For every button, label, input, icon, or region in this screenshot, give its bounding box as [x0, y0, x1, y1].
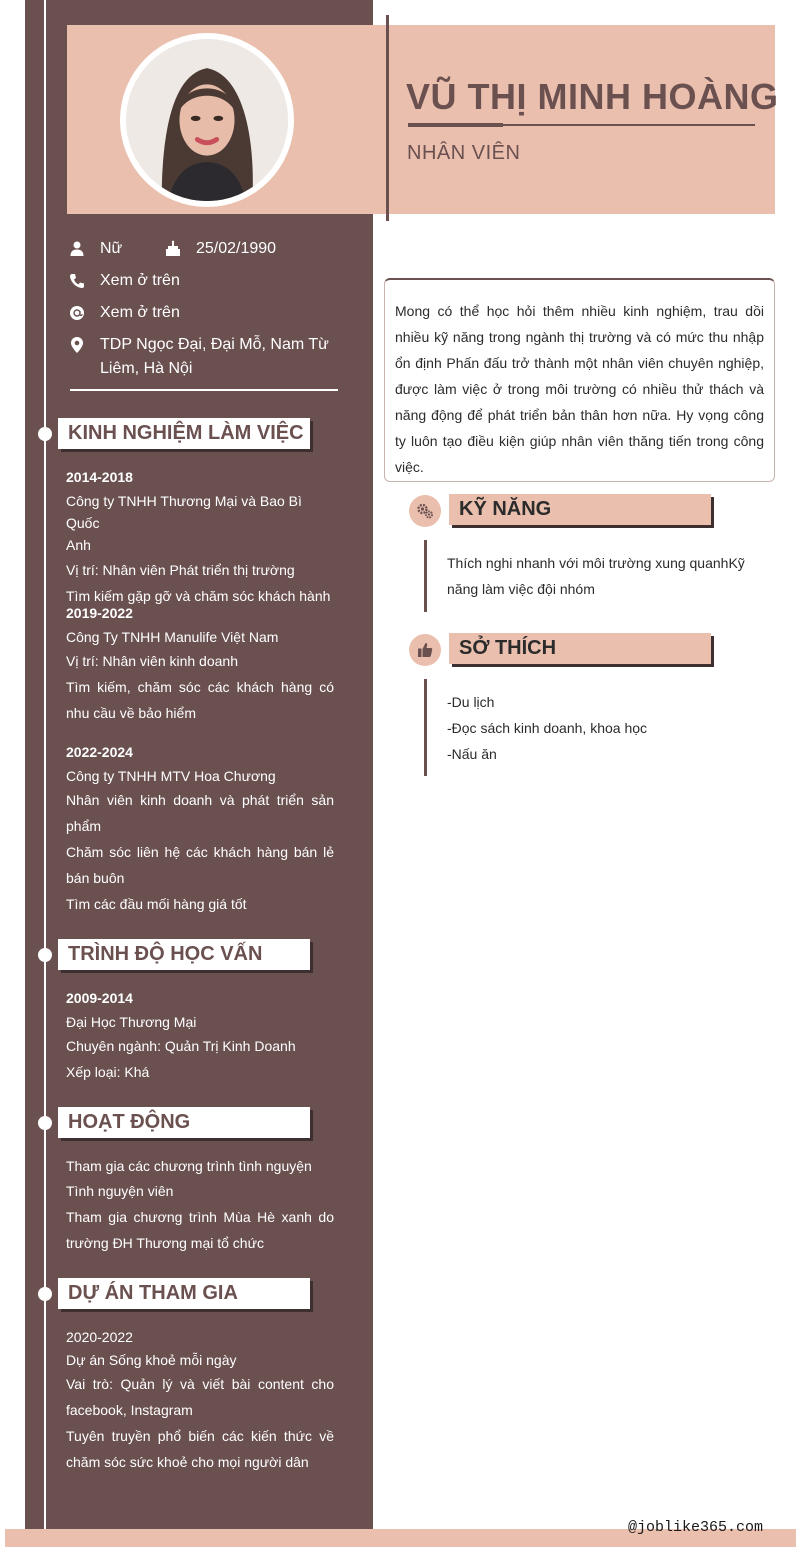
- address-row: [100, 333, 340, 381]
- experience-company: Công Ty TNHH Manulife Việt Nam: [66, 629, 279, 645]
- phone-value: Xem ở trên: [100, 272, 180, 289]
- skills-icon-badge: [409, 495, 441, 527]
- education-grade: Xếp loại: Khá: [66, 1064, 150, 1080]
- hobby-item: -Nấu ăn: [447, 746, 497, 762]
- experience-company: Công ty TNHH MTV Hoa Chương: [66, 768, 276, 784]
- education-heading: TRÌNH ĐỘ HỌC VẤN: [58, 939, 310, 970]
- email-value: Xem ở trên: [100, 304, 180, 321]
- footer-credit: @joblike365.com: [628, 1519, 764, 1536]
- experience-years: 2014-2018: [66, 469, 133, 485]
- phone-icon: [68, 272, 86, 290]
- timeline-dot: [38, 1287, 52, 1301]
- experience-line: Chăm sóc liên hệ các khách hàng bán lẻ bán buôn: [66, 844, 334, 886]
- experience-item-1: [66, 466, 334, 609]
- project-role: Vai trò: Quản lý và viết bài content cho facebook, Instagram: [66, 1376, 334, 1418]
- avatar-photo: [126, 39, 288, 201]
- project-years: 2020-2022: [66, 1329, 133, 1345]
- experience-years: 2019-2022: [66, 605, 133, 621]
- cake-icon: [164, 240, 182, 258]
- timeline-dot: [38, 427, 52, 441]
- email-icon: [68, 304, 86, 322]
- birthday-value: 25/02/1990: [196, 240, 277, 257]
- experience-line: Tìm kiếm gặp gỡ và chăm sóc khách hành: [66, 588, 331, 604]
- experience-company-cont: Anh: [66, 537, 91, 553]
- gender-value: Nữ: [100, 240, 123, 257]
- hobby-item: -Du lịch: [447, 694, 495, 710]
- experience-company: Công ty TNHH Thương Mại và Bao Bì Quốc: [66, 493, 302, 531]
- user-icon: [68, 240, 86, 258]
- experience-years: 2022-2024: [66, 744, 133, 760]
- timeline-line: [44, 0, 46, 1547]
- experience-line: Nhân viên kinh doanh và phát triển sản phẩm: [66, 792, 334, 834]
- email-row: [100, 301, 180, 325]
- name-underline-accent: [408, 123, 503, 127]
- hobbies-bar: [424, 679, 427, 776]
- candidate-name: VŨ THỊ MINH HOÀNG: [406, 76, 779, 117]
- thumbs-up-icon: [416, 641, 434, 659]
- header-divider: [386, 15, 389, 221]
- experience-line: Vị trí: Nhân viên Phát triển thị trường: [66, 562, 295, 578]
- avatar: [120, 33, 294, 207]
- hobbies-list: [447, 689, 777, 767]
- objective-text: Mong có thể học hỏi thêm nhiều kinh nghiệm, trau dồi nhiều kỹ năng trong ngành thị trường và có mức thu nhập ổn định Phấn đấu trở thành một nhân viên chuyên nghiệp, được làm việc ở trong môi trường có nhiều thử thách và năng động để phát triển bản thân hơn nữa. Hy vọng công ty luôn tạo điều kiện giúp nhân viên thăng tiến trong công việc.: [395, 303, 764, 475]
- address-line-1: TDP Ngọc Đại, Đại Mỗ, Nam Từ: [100, 336, 329, 353]
- skills-bar: [424, 540, 427, 612]
- projects-block: [66, 1326, 334, 1475]
- activity-line: Tham gia chương trình Mùa Hè xanh do trường ĐH Thương mại tổ chức: [66, 1209, 334, 1251]
- skills-heading: KỸ NĂNG: [449, 494, 711, 525]
- birthday-row: [196, 237, 276, 261]
- experience-item-3: [66, 741, 334, 917]
- portrait-illustration: [126, 39, 288, 201]
- career-objective: [384, 278, 775, 482]
- experience-item-2: [66, 602, 334, 726]
- gears-icon: [416, 502, 434, 520]
- activities-heading: HOẠT ĐỘNG: [58, 1107, 310, 1138]
- hobby-item: -Đọc sách kinh doanh, khoa học: [447, 720, 648, 736]
- activity-line: Tham gia các chương trình tình nguyện: [66, 1158, 312, 1174]
- experience-line: Tìm kiếm, chăm sóc các khách hàng có nhu cầu về bảo hiểm: [66, 679, 334, 721]
- education-block: [66, 987, 334, 1085]
- timeline-dot: [38, 948, 52, 962]
- location-icon: [68, 336, 86, 354]
- education-school: Đại Học Thương Mại: [66, 1014, 197, 1030]
- job-title: NHÂN VIÊN: [407, 142, 521, 164]
- education-years: 2009-2014: [66, 990, 133, 1006]
- phone-row: [100, 269, 180, 293]
- timeline-dot: [38, 1116, 52, 1130]
- project-name: Dự án Sống khoẻ mỗi ngày: [66, 1352, 237, 1368]
- experience-line: Vị trí: Nhân viên kinh doanh: [66, 653, 238, 669]
- project-desc: Tuyên truyền phổ biến các kiến thức về chăm sóc sức khoẻ cho mọi người dân: [66, 1428, 334, 1470]
- activity-line: Tình nguyện viên: [66, 1183, 174, 1199]
- hobbies-heading: SỞ THÍCH: [449, 633, 711, 664]
- experience-heading: KINH NGHIỆM LÀM VIỆC: [58, 418, 310, 449]
- gender-row: [100, 237, 122, 261]
- skills-text: Thích nghi nhanh với môi trường xung quanhKỹ năng làm việc đội nhóm: [447, 555, 745, 597]
- experience-line: Tìm các đầu mối hàng giá tốt: [66, 896, 247, 912]
- activities-block: [66, 1155, 334, 1256]
- address-line-2: Liêm, Hà Nội: [100, 360, 193, 377]
- projects-heading: DỰ ÁN THAM GIA: [58, 1278, 310, 1309]
- hobbies-icon-badge: [409, 634, 441, 666]
- info-divider: [70, 389, 338, 391]
- education-major: Chuyên ngành: Quản Trị Kinh Doanh: [66, 1038, 296, 1054]
